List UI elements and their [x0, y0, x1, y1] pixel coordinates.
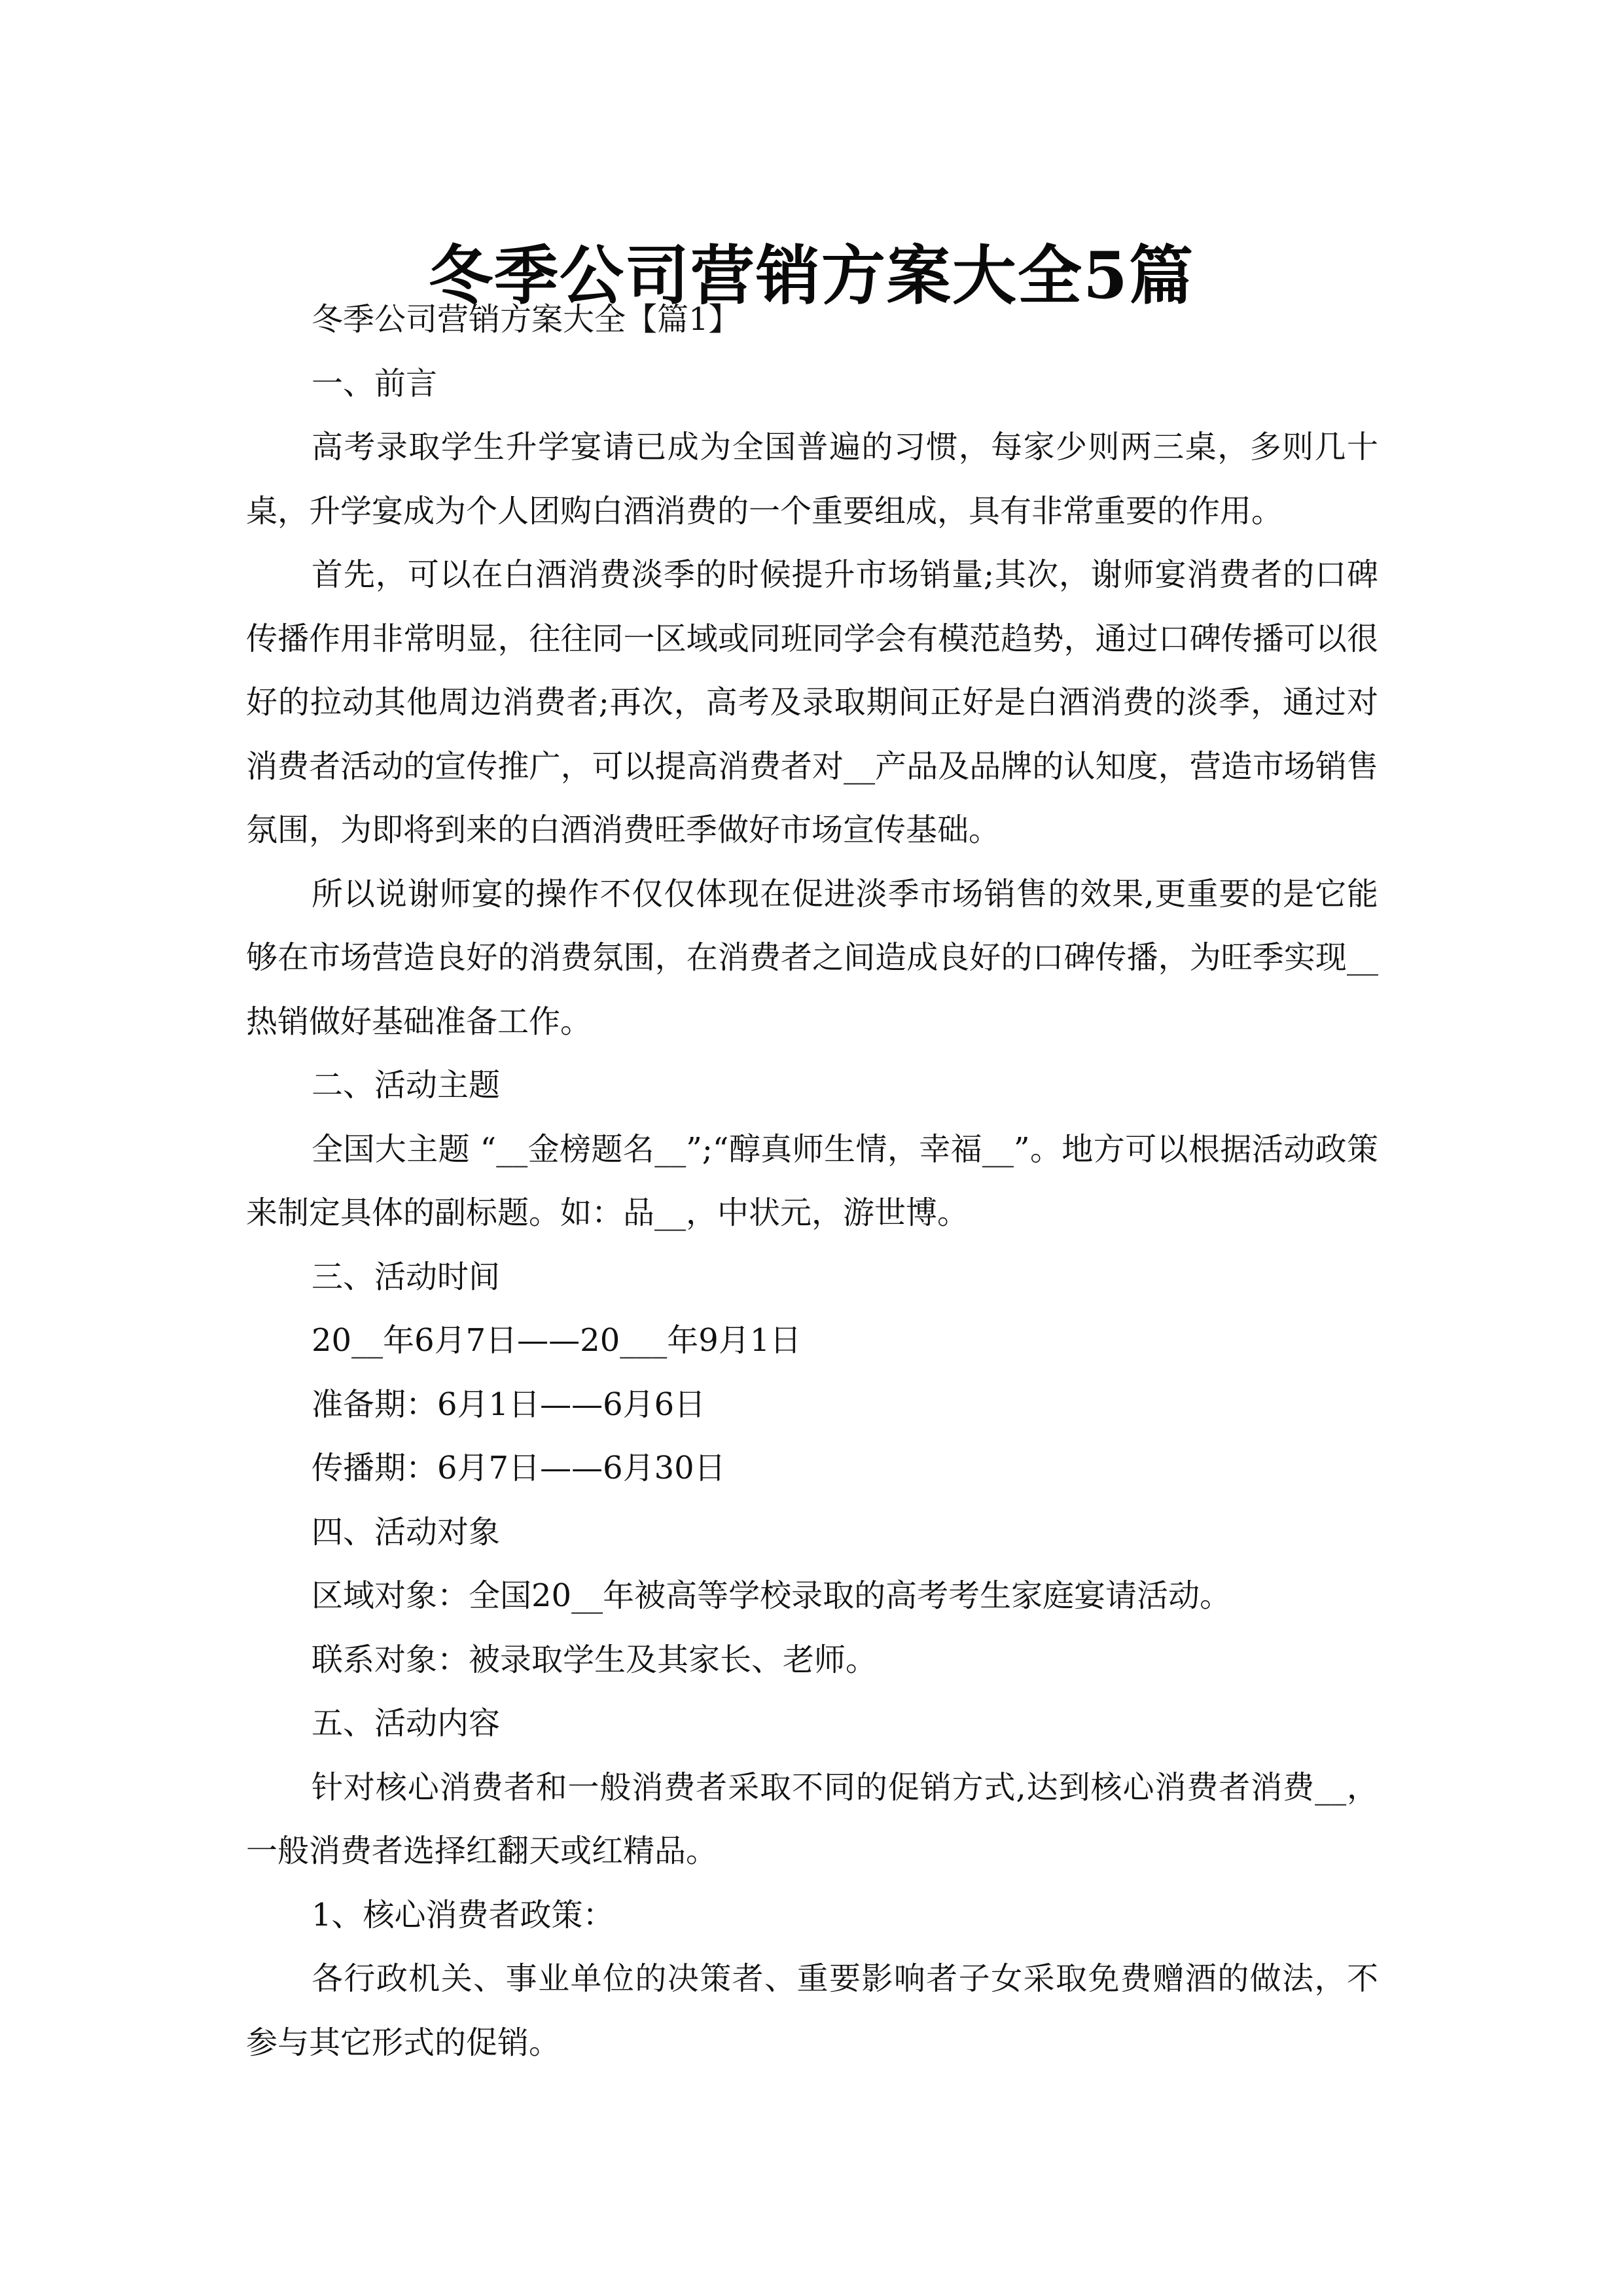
section-heading-time: 三、活动时间	[312, 1258, 501, 1295]
paragraph-theme: 全国大主题 “__金榜题名__”;“醇真师生情，幸福__”。地方可以根据活动政策来制定具体的副标题。如：品__，中状元，游世博。	[246, 1130, 1378, 1231]
paragraph-region-audience: 区域对象：全国20__年被高等学校录取的高考考生家庭宴请活动。	[312, 1577, 1232, 1614]
document-title: 冬季公司营销方案大全5篇	[428, 238, 1195, 314]
paragraph-preface-reasons: 首先，可以在白酒消费淡季的时候提升市场销量;其次，谢师宴消费者的口碑传播作用非常明显，往往同一区域或同班同学会有模范趋势，通过口碑传播可以很好的拉动其他周边消费者;再次，高考及录取期间正好是白酒消费的淡季，通过对消费者活动的宣传推广，可以提高消费者对__产品及品牌的认知度，营造市场销售氛围，为即将到来的白酒消费旺季做好市场宣传基础。	[246, 556, 1378, 848]
paragraph-broadcast-period: 传播期：6月7日——6月30日	[312, 1450, 726, 1486]
paragraph-contact-audience: 联系对象：被录取学生及其家长、老师。	[312, 1641, 878, 1678]
section-heading-part-1: 冬季公司营销方案大全【篇1】	[312, 301, 740, 338]
paragraph-content-intro: 针对核心消费者和一般消费者采取不同的促销方式,达到核心消费者消费__，一般消费者选择红翻天或红精品。	[246, 1768, 1378, 1869]
section-heading-preface: 一、前言	[312, 365, 438, 402]
paragraph-time-range: 20__年6月7日——20___年9月1日	[312, 1322, 802, 1359]
section-heading-theme: 二、活动主题	[312, 1067, 501, 1103]
paragraph-preface-intro: 高考录取学生升学宴请已成为全国普遍的习惯，每家少则两三桌，多则几十桌，升学宴成为个人团购白酒消费的一个重要组成，具有非常重要的作用。	[246, 429, 1378, 529]
subheading-core-policy: 1、核心消费者政策：	[312, 1896, 615, 1933]
paragraph-core-policy: 各行政机关、事业单位的决策者、重要影响者子女采取免费赠酒的做法，不参与其它形式的促销。	[246, 1960, 1378, 2061]
document-body	[246, 288, 1378, 2075]
paragraph-preface-summary: 所以说谢师宴的操作不仅仅体现在促进淡季市场销售的效果,更重要的是它能够在市场营造良好的消费氛围，在消费者之间造成良好的口碑传播，为旺季实现__热销做好基础准备工作。	[246, 875, 1378, 1040]
section-heading-audience: 四、活动对象	[312, 1513, 501, 1551]
paragraph-prep-period: 准备期：6月1日——6月6日	[312, 1386, 706, 1423]
section-heading-content: 五、活动内容	[312, 1705, 501, 1742]
